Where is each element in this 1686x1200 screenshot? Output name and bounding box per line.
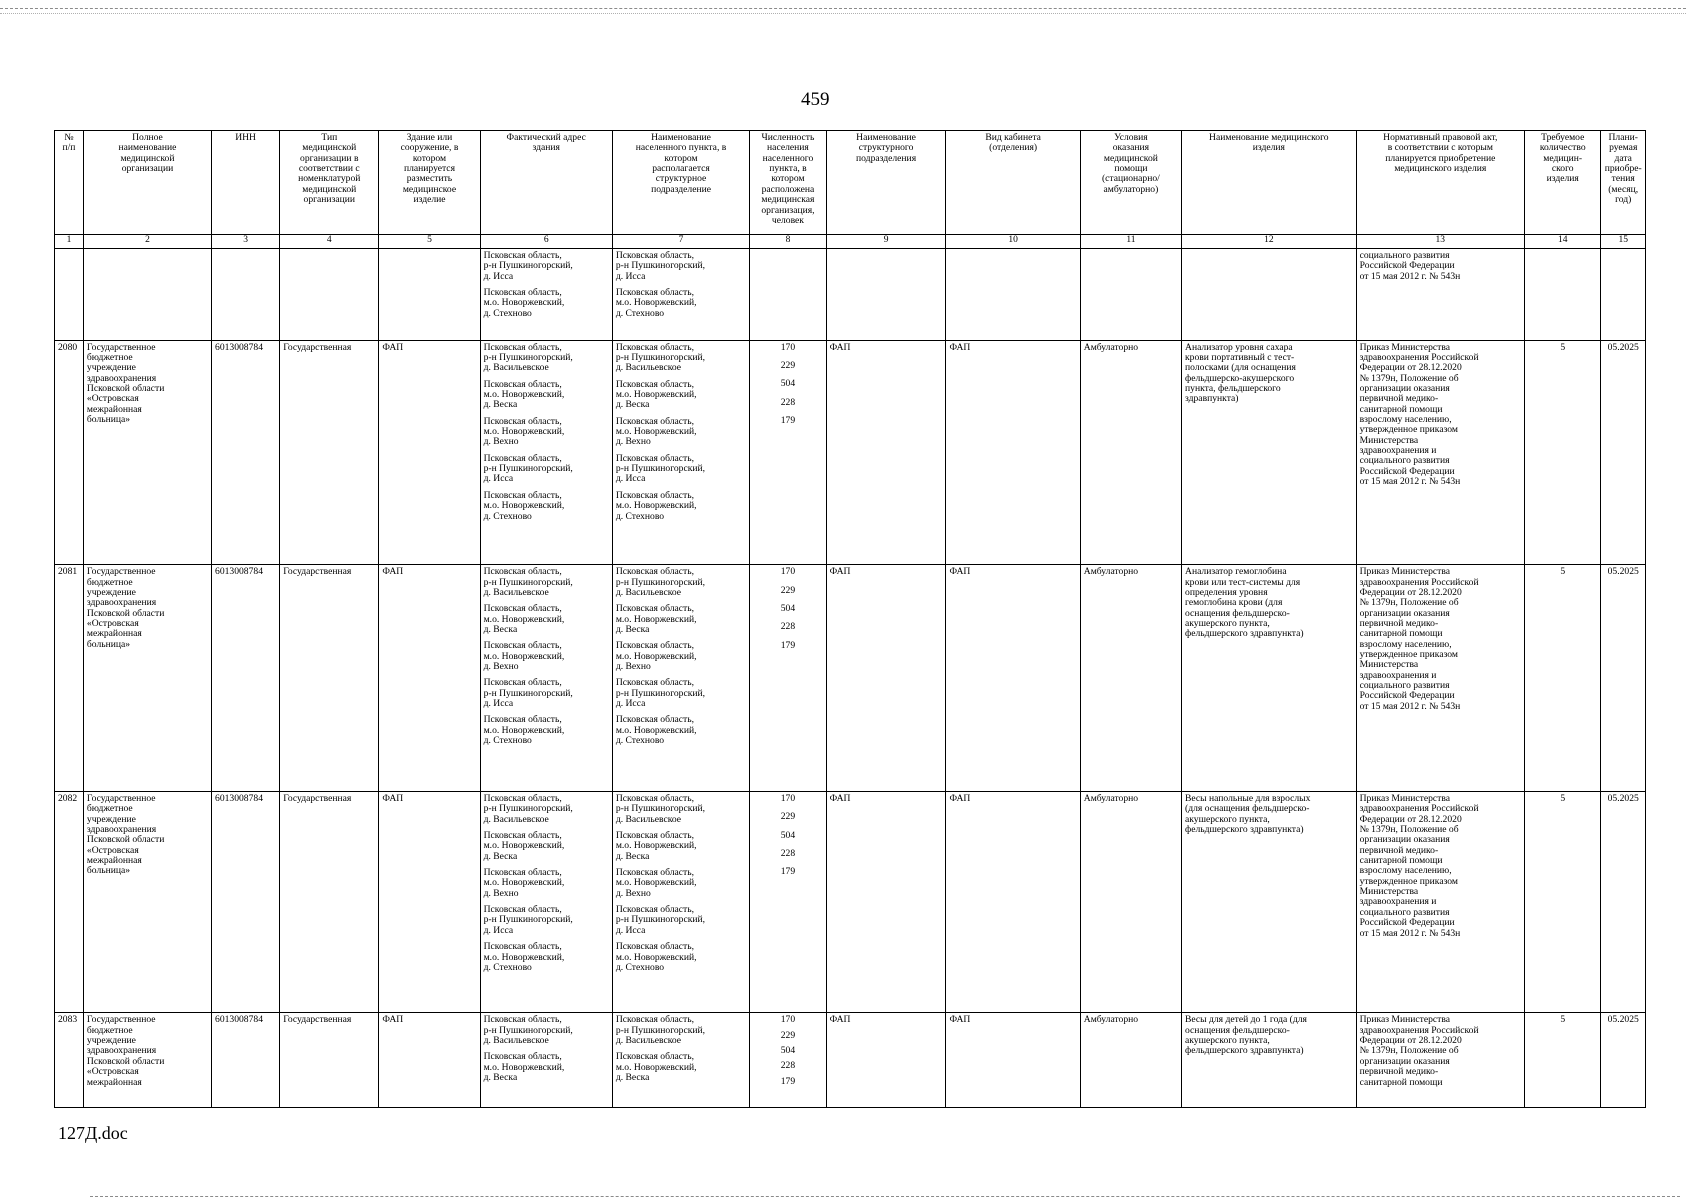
population-value: 504: [780, 829, 796, 841]
quantity-cell: 5: [1525, 791, 1601, 1013]
locality-entry: Псковская область, м.о. Новоржевский, д. Веска: [615, 1051, 697, 1084]
population-cell: [750, 791, 826, 1013]
inn-cell: 6013008784: [212, 340, 280, 565]
header-cell: Наименование медицинского изделия: [1182, 131, 1357, 235]
locality-cell: [612, 249, 749, 341]
population-value: 229: [780, 359, 796, 371]
population-value: 228: [780, 621, 796, 633]
address-entry: Псковская область, р-н Пушкиногорский, д. Исса: [483, 904, 573, 936]
header-cell: Нормативный правовой акт, в соответствии с которым планируется приобретение медицинского изделия: [1356, 131, 1524, 235]
org-name-cell: Государственное бюджетное учреждение здравоохранения Псковской области «Островская межрайонная больница»: [83, 791, 211, 1013]
population-value: 504: [780, 378, 796, 390]
conditions-cell: [1080, 249, 1181, 341]
locality-entry: Псковская область, м.о. Новоржевский, д. Веска: [615, 603, 697, 635]
header-cell: Условия оказания медицинской помощи (стационарно/ амбулаторно): [1080, 131, 1181, 235]
locality-cell: [612, 791, 749, 1013]
org-name-cell: Государственное бюджетное учреждение здравоохранения Псковской области «Островская межрайонная больница»: [83, 340, 211, 565]
building-cell: [379, 249, 480, 341]
population-value: 179: [780, 639, 796, 651]
column-number: 5: [379, 235, 480, 249]
org-type-cell: Государственная: [280, 791, 379, 1013]
inn-cell: 6013008784: [212, 791, 280, 1013]
row-number-cell: 2082: [55, 791, 84, 1013]
locality-entry: Псковская область, р-н Пушкиногорский, д. Васильевское: [615, 566, 706, 598]
scan-edge-bottom: [90, 1196, 1680, 1200]
address-entry: Псковская область, м.о. Новоржевский, д. Веска: [483, 378, 565, 411]
address-entry: Псковская область, р-н Пушкиногорский, д. Васильевское: [483, 1014, 573, 1047]
address-entry: Псковская область, р-н Пушкиногорский, д. Исса: [483, 452, 573, 485]
page-number: 459: [801, 89, 830, 110]
population-value: 170: [780, 566, 796, 578]
header-cell: Вид кабинета (отделения): [946, 131, 1080, 235]
population-cell: [750, 340, 826, 565]
locality-entry: Псковская область, р-н Пушкиногорский, д. Васильевское: [615, 341, 706, 374]
header-cell: Фактический адрес здания: [480, 131, 612, 235]
column-number-row: [55, 235, 1646, 249]
header-row: [55, 131, 1646, 235]
address-cell: [480, 249, 612, 341]
header-cell: Наименование структурного подразделения: [826, 131, 946, 235]
locality-entry: Псковская область, р-н Пушкиногорский, д. Васильевское: [615, 1014, 706, 1047]
column-number: 10: [946, 235, 1080, 249]
building-cell: ФАП: [379, 791, 480, 1013]
conditions-cell: Амбулаторно: [1080, 791, 1181, 1013]
row-number-cell: [55, 249, 84, 341]
conditions-cell: Амбулаторно: [1080, 340, 1181, 565]
header-cell: Полное наименование медицинской организации: [83, 131, 211, 235]
org-type-cell: Государственная: [280, 340, 379, 565]
column-number: 7: [612, 235, 749, 249]
inn-cell: 6013008784: [212, 1013, 280, 1108]
table-row: [55, 1013, 1646, 1108]
population-value: 170: [780, 1014, 796, 1026]
footer-filename: 127Д.doc: [58, 1123, 128, 1143]
column-number: 13: [1356, 235, 1524, 249]
table-row: [55, 791, 1646, 1013]
unit-cell: ФАП: [826, 1013, 946, 1108]
registry-table: [54, 130, 1646, 1108]
device-cell: Анализатор гемоглобина крови или тест-системы для определения уровня гемоглобина крови (для оснащения фельдшерско- акушерского пункта, фельдшерского здравпункта): [1182, 565, 1357, 792]
quantity-cell: [1525, 249, 1601, 341]
address-entry: Псковская область, р-н Пушкиногорский, д. Исса: [483, 677, 573, 710]
header-cell: Плани- руемая дата приобре- тения (месяц, год): [1601, 131, 1646, 235]
column-number: 4: [280, 235, 379, 249]
device-cell: [1182, 249, 1357, 341]
header-cell: Требуемое количество медицин- ского изделия: [1525, 131, 1601, 235]
legal-act-cell: Приказ Министерства здравоохранения Российской Федерации от 28.12.2020 № 1379н, Положение об организации оказания первичной медико- санитарной помощи взрослому населению, утвержденное приказом Министерства здравоохранения и социального развития Российской Федерации от 15 мая 2012 г. № 543н: [1356, 565, 1524, 792]
org-name-cell: Государственное бюджетное учреждение здравоохранения Псковской области «Островская межрайонная больница»: [83, 565, 211, 792]
inn-cell: [212, 249, 280, 341]
column-number: 9: [826, 235, 946, 249]
legal-act-cell: Приказ Министерства здравоохранения Российской Федерации от 28.12.2020 № 1379н, Положение об организации оказания первичной медико- санитарной помощи: [1356, 1013, 1524, 1108]
population-value: 229: [780, 811, 796, 823]
column-number: 3: [212, 235, 280, 249]
address-entry: Псковская область, м.о. Новоржевский, д. Вехно: [483, 640, 565, 673]
column-number: 8: [750, 235, 826, 249]
address-entry: Псковская область, м.о. Новоржевский, д. Стехново: [483, 287, 565, 319]
population-value: 179: [780, 866, 796, 878]
unit-cell: ФАП: [826, 340, 946, 565]
org-type-cell: Государственная: [280, 565, 379, 792]
header-cell: Тип медицинской организации в соответствии с номенклатурой медицинской организации: [280, 131, 379, 235]
cabinet-cell: ФАП: [946, 791, 1080, 1013]
address-entry: Псковская область, м.о. Новоржевский, д. Веска: [483, 1051, 565, 1084]
locality-entry: Псковская область, м.о. Новоржевский, д. Веска: [615, 829, 697, 862]
address-entry: Псковская область, м.о. Новоржевский, д. Стехново: [483, 941, 565, 973]
cabinet-cell: [946, 249, 1080, 341]
header-cell: № п/п: [55, 131, 84, 235]
locality-entry: Псковская область, м.о. Новоржевский, д. Вехно: [615, 640, 697, 673]
locality-entry: Псковская область, м.о. Новоржевский, д. Вехно: [615, 867, 697, 899]
unit-cell: ФАП: [826, 565, 946, 792]
date-cell: 05.2025: [1601, 791, 1646, 1013]
header-cell: Здание или сооружение, в котором планируется разместить медицинское изделие: [379, 131, 480, 235]
population-cell: [750, 249, 826, 341]
address-entry: Псковская область, р-н Пушкиногорский, д. Васильевское: [483, 341, 573, 374]
legal-act-cell: социального развития Российской Федерации от 15 мая 2012 г. № 543н: [1356, 249, 1524, 341]
cabinet-cell: ФАП: [946, 565, 1080, 792]
locality-entry: Псковская область, р-н Пушкиногорский, д. Исса: [615, 904, 706, 936]
conditions-cell: Амбулаторно: [1080, 565, 1181, 792]
population-cell: [750, 1013, 826, 1108]
address-entry: Псковская область, р-н Пушкиногорский, д. Васильевское: [483, 566, 573, 598]
population-value: 229: [780, 584, 796, 596]
address-entry: Псковская область, м.о. Новоржевский, д. Веска: [483, 603, 565, 635]
locality-entry: Псковская область, р-н Пушкиногорский, д. Исса: [615, 250, 706, 282]
population-value: 170: [780, 341, 796, 353]
population-value: 179: [780, 414, 796, 426]
column-number: 15: [1601, 235, 1646, 249]
locality-entry: Псковская область, м.о. Новоржевский, д. Веска: [615, 378, 697, 411]
address-entry: Псковская область, р-н Пушкиногорский, д. Исса: [483, 250, 573, 282]
locality-entry: Псковская область, р-н Пушкиногорский, д. Исса: [615, 677, 706, 710]
org-type-cell: Государственная: [280, 1013, 379, 1108]
header-cell: Численность населения населенного пункта, в котором расположена медицинская организация, человек: [750, 131, 826, 235]
inn-cell: 6013008784: [212, 565, 280, 792]
table-row: [55, 565, 1646, 792]
scan-edge-top: [0, 8, 1686, 14]
device-cell: Весы для детей до 1 года (для оснащения фельдшерско- акушерского пункта, фельдшерского здравпункта): [1182, 1013, 1357, 1108]
address-entry: Псковская область, р-н Пушкиногорский, д. Васильевское: [483, 792, 573, 825]
locality-entry: Псковская область, р-н Пушкиногорский, д. Васильевское: [615, 792, 706, 825]
conditions-cell: Амбулаторно: [1080, 1013, 1181, 1108]
unit-cell: ФАП: [826, 791, 946, 1013]
population-value: 228: [780, 1060, 796, 1072]
population-value: 504: [780, 602, 796, 614]
row-number-cell: 2080: [55, 340, 84, 565]
locality-entry: Псковская область, р-н Пушкиногорский, д. Исса: [615, 452, 706, 485]
building-cell: ФАП: [379, 1013, 480, 1108]
date-cell: 05.2025: [1601, 565, 1646, 792]
quantity-cell: 5: [1525, 565, 1601, 792]
population-value: 228: [780, 847, 796, 859]
unit-cell: [826, 249, 946, 341]
org-type-cell: [280, 249, 379, 341]
address-entry: Псковская область, м.о. Новоржевский, д. Вехно: [483, 415, 565, 448]
date-cell: 05.2025: [1601, 340, 1646, 565]
address-entry: Псковская область, м.о. Новоржевский, д. Вехно: [483, 867, 565, 899]
address-entry: Псковская область, м.о. Новоржевский, д. Веска: [483, 829, 565, 862]
cabinet-cell: ФАП: [946, 1013, 1080, 1108]
row-number-cell: 2081: [55, 565, 84, 792]
cabinet-cell: ФАП: [946, 340, 1080, 565]
locality-cell: [612, 340, 749, 565]
address-cell: [480, 340, 612, 565]
building-cell: ФАП: [379, 340, 480, 565]
column-number: 2: [83, 235, 211, 249]
locality-entry: Псковская область, м.о. Новоржевский, д. Вехно: [615, 415, 697, 448]
population-value: 179: [780, 1075, 796, 1087]
population-cell: [750, 565, 826, 792]
locality-entry: Псковская область, м.о. Новоржевский, д. Стехново: [615, 941, 697, 973]
column-number: 11: [1080, 235, 1181, 249]
locality-cell: [612, 1013, 749, 1108]
column-number: 14: [1525, 235, 1601, 249]
device-cell: Весы напольные для взрослых (для оснащения фельдшерско- акушерского пункта, фельдшерского здравпункта): [1182, 791, 1357, 1013]
address-cell: [480, 565, 612, 792]
locality-entry: Псковская область, м.о. Новоржевский, д. Стехново: [615, 287, 697, 319]
column-number: 12: [1182, 235, 1357, 249]
column-number: 1: [55, 235, 84, 249]
table-row: [55, 340, 1646, 565]
column-number: 6: [480, 235, 612, 249]
population-value: 228: [780, 396, 796, 408]
row-number-cell: 2083: [55, 1013, 84, 1108]
locality-cell: [612, 565, 749, 792]
population-value: 229: [780, 1029, 796, 1041]
legal-act-cell: Приказ Министерства здравоохранения Российской Федерации от 28.12.2020 № 1379н, Положение об организации оказания первичной медико- санитарной помощи взрослому населению, утвержденное приказом Министерства здравоохранения и социального развития Российской Федерации от 15 мая 2012 г. № 543н: [1356, 340, 1524, 565]
population-value: 504: [780, 1045, 796, 1057]
legal-act-cell: Приказ Министерства здравоохранения Российской Федерации от 28.12.2020 № 1379н, Положение об организации оказания первичной медико- санитарной помощи взрослому населению, утвержденное приказом Министерства здравоохранения и социального развития Российской Федерации от 15 мая 2012 г. № 543н: [1356, 791, 1524, 1013]
org-name-cell: [83, 249, 211, 341]
header-cell: Наименование населенного пункта, в котором располагается структурное подразделение: [612, 131, 749, 235]
address-cell: [480, 791, 612, 1013]
continuation-row: [55, 249, 1646, 341]
address-entry: Псковская область, м.о. Новоржевский, д. Стехново: [483, 489, 565, 522]
address-entry: Псковская область, м.о. Новоржевский, д. Стехново: [483, 714, 565, 747]
header-cell: ИНН: [212, 131, 280, 235]
org-name-cell: Государственное бюджетное учреждение здравоохранения Псковской области «Островская межрайонная: [83, 1013, 211, 1108]
locality-entry: Псковская область, м.о. Новоржевский, д. Стехново: [615, 489, 697, 522]
device-cell: Анализатор уровня сахара крови портативный с тест- полосками (для оснащения фельдшерско-акушерского пункта, фельдшерского здравпункта): [1182, 340, 1357, 565]
population-value: 170: [780, 792, 796, 804]
quantity-cell: 5: [1525, 1013, 1601, 1108]
building-cell: ФАП: [379, 565, 480, 792]
address-cell: [480, 1013, 612, 1108]
locality-entry: Псковская область, м.о. Новоржевский, д. Стехново: [615, 714, 697, 747]
date-cell: 05.2025: [1601, 1013, 1646, 1108]
date-cell: [1601, 249, 1646, 341]
quantity-cell: 5: [1525, 340, 1601, 565]
